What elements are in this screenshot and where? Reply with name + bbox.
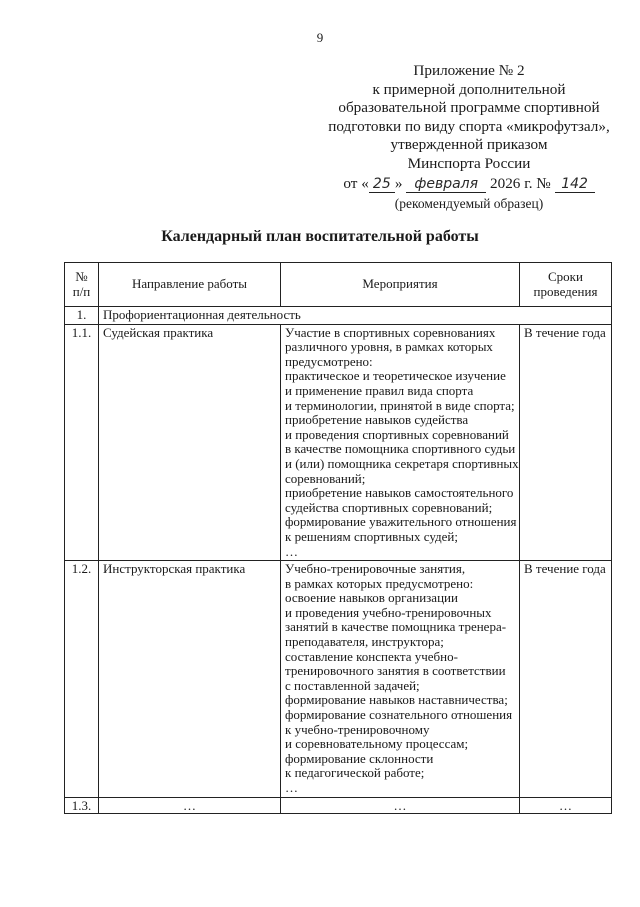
event-line: Учебно-тренировочные занятия, <box>285 561 466 577</box>
table-row <box>65 797 612 813</box>
event-line: в качестве помощника спортивного судьи <box>285 441 516 457</box>
event-line: и терминологии, принятой в виде спорта; <box>285 397 515 413</box>
row-direction: Судейская практика <box>99 324 281 561</box>
handwritten-day: 25 <box>369 177 395 193</box>
section-title: Профориентационная деятельность <box>99 307 612 325</box>
event-line: к педагогической работе; <box>285 765 425 781</box>
row-events: … <box>281 797 520 813</box>
header-terms <box>520 263 612 307</box>
row-terms: В течение года <box>520 324 612 561</box>
table-row <box>65 561 612 798</box>
calendar-plan-table <box>64 262 612 814</box>
date-mid: » <box>394 174 407 192</box>
row-num: 1.2. <box>65 561 99 798</box>
event-line: и соревновательному процессам; <box>285 736 469 752</box>
event-line: и (или) помощника секретаря спортивных <box>285 455 519 471</box>
handwritten-order-number: 142 <box>555 177 595 193</box>
event-line: … <box>285 543 298 559</box>
event-line: Участие в спортивных соревнованиях <box>285 324 496 340</box>
appendix-line: подготовки по виду спорта «микрофутзал», <box>328 117 610 135</box>
event-line: … <box>285 780 298 795</box>
header-num-text: № п/п <box>72 268 91 299</box>
section-num: 1. <box>65 307 99 325</box>
event-line: освоение навыков организации <box>285 590 458 606</box>
event-line: приобретение навыков судейства <box>285 412 469 428</box>
date-prefix: от « <box>343 174 369 192</box>
section-row <box>65 307 612 325</box>
event-line: преподавателя, инструктора; <box>285 634 444 650</box>
date-year: 2026 г. № <box>486 174 555 192</box>
handwritten-month: февраля <box>406 177 486 193</box>
event-line: формирование уважительного отношения <box>285 514 517 530</box>
table-header-row <box>65 263 612 307</box>
row-num: 1.1. <box>65 324 99 561</box>
table-row <box>65 324 612 561</box>
row-num: 1.3. <box>65 797 99 813</box>
event-line: практическое и теоретическое изучение <box>285 368 506 384</box>
header-events: Мероприятия <box>281 263 520 307</box>
event-line: с поставленной задачей; <box>285 677 420 693</box>
event-line: и проведения спортивных соревнований <box>285 426 509 442</box>
document-title: Календарный план воспитательной работы <box>161 228 479 245</box>
appendix-line: Минспорта России <box>407 154 531 172</box>
event-line: предусмотрено: <box>285 353 373 369</box>
event-line: формирование навыков наставничества; <box>285 692 508 708</box>
event-line: и применение правил вида спорта <box>285 382 474 398</box>
event-line: приобретение навыков самостоятельного <box>285 485 514 501</box>
event-line: к решениям спортивных судей; <box>285 528 458 544</box>
appendix-line: образовательной программе спортивной <box>338 99 600 117</box>
event-line: формирование склонности <box>285 750 434 766</box>
appendix-line: к примерной дополнительной <box>372 80 566 98</box>
row-terms: В течение года <box>520 561 612 798</box>
event-line: соревнований; <box>285 470 366 486</box>
order-date-line <box>312 175 626 194</box>
event-line: к учебно-тренировочному <box>285 721 430 737</box>
event-line: в рамках которых предусмотрено: <box>285 575 474 591</box>
row-direction: Инструкторская практика <box>99 561 281 798</box>
sample-note: (рекомендуемый образец) <box>394 196 544 211</box>
event-line: занятий в качестве помощника тренера- <box>285 619 507 635</box>
page-number: 9 <box>316 30 324 45</box>
event-line: судейства спортивных соревнований; <box>285 499 493 515</box>
appendix-header <box>312 62 626 193</box>
appendix-line: утвержденной приказом <box>390 136 548 154</box>
header-num <box>65 263 99 307</box>
header-terms-text: Сроки проведения <box>533 268 598 299</box>
event-line: тренировочного занятия в соответствии <box>285 663 506 679</box>
header-direction: Направление работы <box>99 263 281 307</box>
event-line: и проведения учебно-тренировочных <box>285 604 492 620</box>
appendix-line: Приложение № 2 <box>413 62 525 79</box>
row-terms: … <box>520 797 612 813</box>
event-line: составление конспекта учебно- <box>285 648 458 664</box>
event-line: различного уровня, в рамках которых <box>285 339 493 355</box>
row-events <box>281 561 520 798</box>
row-direction: … <box>99 797 281 813</box>
event-line: формирование сознательного отношения <box>285 707 513 723</box>
row-events <box>281 324 520 561</box>
